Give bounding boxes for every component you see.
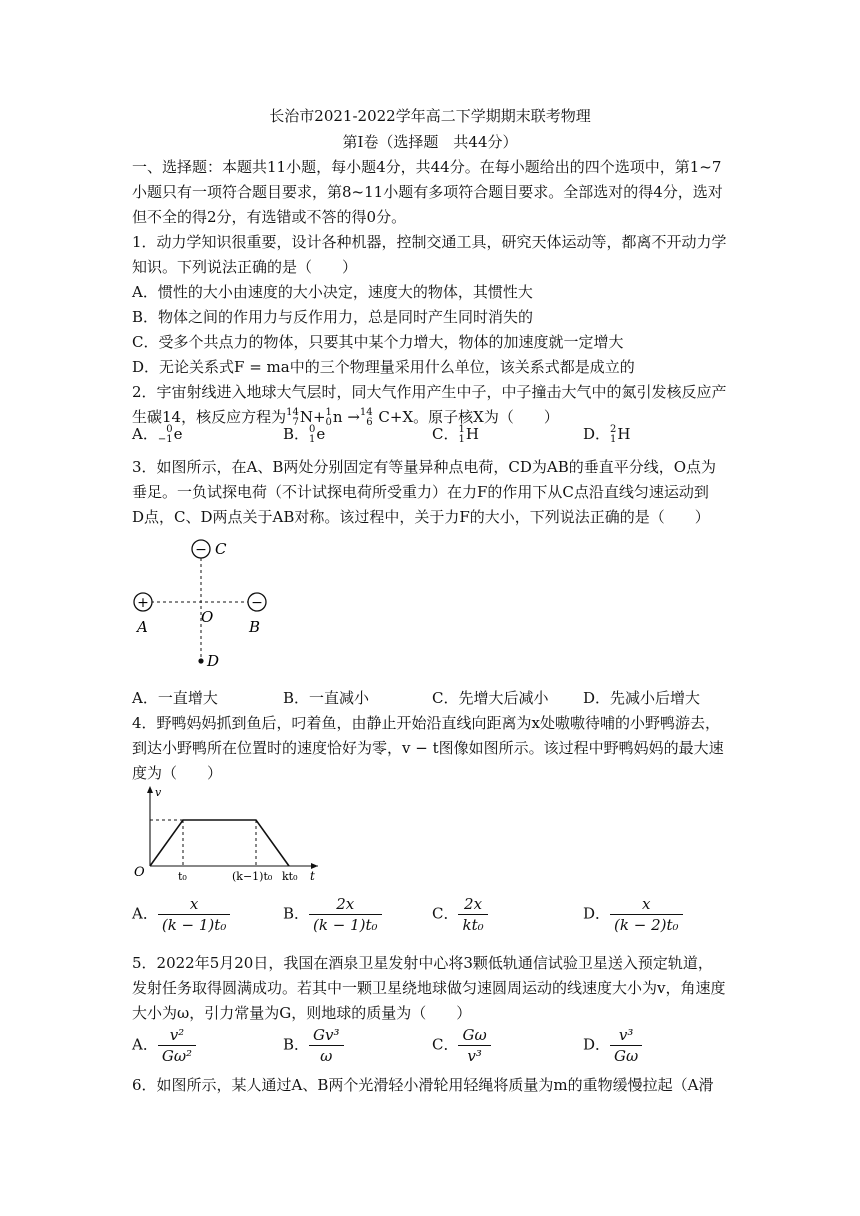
section-subtitle: 第Ⅰ卷（选择题 共44分）	[342, 133, 518, 151]
q2-option-c: C． 1 1 H	[432, 424, 479, 445]
minus-sign-b: −	[251, 595, 263, 611]
q6-stem: 6．如图所示，某人通过A、B两个光滑轻小滑轮用轻绳将质量为m的重物缓慢拉起（A滑	[132, 1076, 714, 1094]
q2-stem: 2．宇宙射线进入地球大气层时，同大气作用产生中子，中子撞击大气中的氮引发核反应产	[132, 383, 727, 401]
q4-vt-graph	[128, 782, 328, 882]
q4-option-c: C． $\frac{2x}{\text{kt₀}}$	[432, 894, 488, 935]
origin-label: O	[134, 865, 145, 880]
section-intro-line: 一、选择题：本题共11小题，每小题4分，共44分。在每小题给出的四个选项中，第1~7	[132, 158, 722, 176]
q3-stem: 垂足。一负试探电荷（不计试探电荷所受重力）在力F的作用下从C点沿直线匀速运动到	[132, 483, 709, 501]
q3-stem: D点，C、D两点关于AB对称。该过程中，关于力F的大小，下列说法正确的是（ ）	[132, 508, 710, 526]
q3-stem: 3．如图所示，在A、B两处分别固定有等量异种点电荷，CD为AB的垂直平分线，O点为	[132, 458, 717, 476]
point-d	[198, 658, 203, 663]
section-intro-line: 但不全的得2分，有选错或不答的得0分。	[132, 208, 407, 226]
q2-stem-pre: 生碳14，核反应方程为	[132, 408, 287, 426]
q4-stem: 到达小野鸭所在位置时的速度恰好为零，v − t图像如图所示。该过程中野鸭妈妈的最大速	[132, 739, 724, 757]
nuclear-equation: 14 7 N+ 1 0 n → 14 6 C+X	[286, 407, 414, 428]
label-b: B	[249, 618, 261, 636]
q3-option-d: D．先减小后增大	[583, 689, 701, 707]
q5-option-d: D． $\frac{\text{v³}}{G\omega}$	[583, 1025, 642, 1066]
tick-label-kt0: kt₀	[282, 870, 298, 882]
q3-option-a: A．一直增大	[132, 689, 218, 707]
q3-charge-figure	[125, 530, 285, 680]
q3-option-c: C．先增大后减小	[432, 689, 549, 707]
q5-stem: 大小为ω，引力常量为G，则地球的质量为（ ）	[132, 1004, 472, 1022]
axis-label-v: v	[155, 786, 162, 799]
q2-stem-post: 。原子核X为（ ）	[413, 408, 559, 426]
q5-stem: 发射任务取得圆满成功。若其中一颗卫星绕地球做匀速圆周运动的线速度大小为v，角速度	[132, 979, 726, 997]
plus-sign: +	[137, 595, 149, 611]
q2-option-d: D． 2 1 H	[583, 424, 631, 445]
q2-option-a: A． 0 −1 e	[132, 424, 183, 445]
q1-option-d: D．无论关系式F = ma中的三个物理量采用什么单位，该关系式都是成立的	[132, 358, 635, 376]
q2-option-b: B． 0 1 e	[283, 424, 326, 445]
label-o: O	[201, 608, 214, 626]
q5-option-a: A． $\frac{\text{v²}}{\text{Gω²}}$	[132, 1025, 196, 1066]
q3-option-b: B．一直减小	[283, 689, 370, 707]
q5-stem: 5．2022年5月20日，我国在酒泉卫星发射中心将3颗低轨通信试验卫星送入预定轨道，	[132, 954, 713, 972]
minus-sign-c: −	[195, 542, 207, 558]
exam-title: 长治市2021-2022学年高二下学期期末联考物理	[269, 107, 591, 125]
q1-option-c: C．受多个共点力的物体，只要其中某个力增大，物体的加速度就一定增大	[132, 333, 624, 351]
q4-stem: 4．野鸭妈妈抓到鱼后，叼着鱼，由静止开始沿直线向距离为x处嗷嗷待哺的小野鸭游去，	[132, 714, 721, 732]
q5-option-c: C． $\frac{G\omega}{\text{v³}}$	[432, 1025, 491, 1066]
tick-label-t0: t₀	[178, 870, 187, 882]
q1-option-b: B．物体之间的作用力与反作用力，总是同时产生同时消失的	[132, 308, 534, 326]
axis-label-t: t	[310, 869, 315, 882]
q4-stem: 度为（ ）	[132, 764, 223, 782]
q1-stem: 1．动力学知识很重要，设计各种机器，控制交通工具，研究天体运动等，都离不开动力学	[132, 233, 727, 251]
q4-option-b: B． $\frac{2x}{\text{(k − 1)t₀}}$	[283, 894, 382, 935]
label-a: A	[137, 618, 148, 636]
q4-option-a: A． $\frac{x}{\text{(k − 1)t₀}}$	[132, 894, 230, 935]
label-d: D	[207, 652, 220, 670]
label-c: C	[215, 540, 227, 558]
q4-option-d: D． $\frac{x}{\text{(k − 2)t₀}}$	[583, 894, 683, 935]
q1-stem: 知识。下列说法正确的是（ ）	[132, 258, 358, 276]
section-intro-line: 小题只有一项符合题目要求，第8~11小题有多项符合题目要求。全部选对的得4分，选对	[132, 183, 723, 201]
tick-label-k1t0: (k−1)t₀	[232, 870, 273, 882]
q1-option-a: A．惯性的大小由速度的大小决定，速度大的物体，其惯性大	[132, 283, 533, 301]
velocity-curve	[150, 820, 289, 866]
q5-option-b: B． $\frac{\text{Gv³}}{\omega}$	[283, 1025, 344, 1066]
